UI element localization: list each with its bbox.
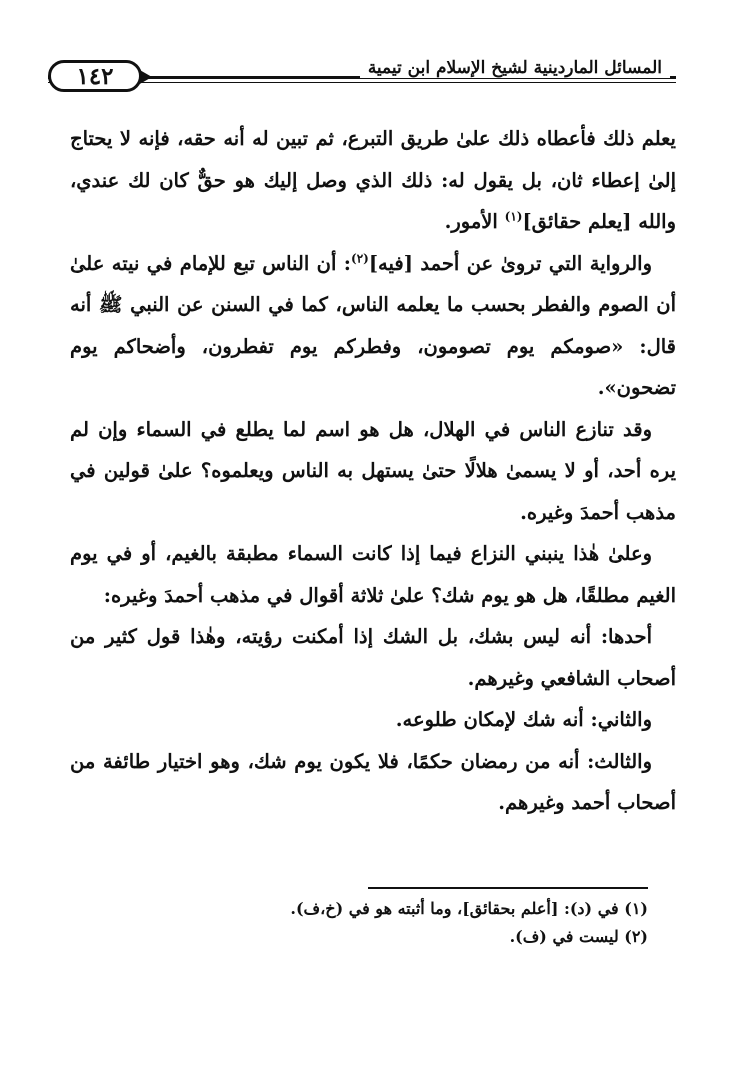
paragraph-text: والثاني: أنه شك لإمكان طلوعه. [395,708,652,731]
page-number: ١٤٢ [48,60,142,92]
paragraph [70,699,676,741]
main-text [70,118,676,824]
paragraph [70,118,676,243]
footnote-marker: (١) [504,209,523,224]
paragraph-text: وقد تنازع الناس في الهلال، هل هو اسم لما يطلع في السماء وإن لم يره أحد، أو لا يسمىٰ هلالًا حتىٰ يستهل به الناس ويعلموه؟ علىٰ قولين في مذهب أحمدَ وغيره. [70,417,676,524]
paragraph-text: أحدها: أنه ليس بشك، بل الشك إذا أمكنت رؤيته، وهٰذا قول كثير من أصحاب الشافعي وغيرهم. [70,625,676,690]
running-title: المسائل الماردينية لشيخ الإسلام ابن تيمية [360,58,670,78]
paragraph-text: والرواية التي تروىٰ عن أحمد [فيه] [368,251,652,275]
footnote-marker: (٢) [351,251,369,265]
page-header [48,56,676,96]
paragraph-text: الأمور. [444,210,505,233]
paragraph-text: وعلىٰ هٰذا ينبني النزاع فيما إذا كانت السماء مطبقة بالغيم، أو في يوم الغيم مطلقًا، هل هو يوم شك؟ علىٰ ثلاثة أقوال في مذهب أحمدَ وغيره: [70,542,676,607]
paragraph [70,409,676,534]
paragraph [70,243,676,409]
footnote: (٢) ليست في (ف). [509,927,648,946]
footnotes [70,895,648,951]
paragraph [70,616,676,699]
footnote: (١) في (د): [أعلم بحقائق]، وما أثبته هو في (خ،ف). [290,899,648,918]
footnote-separator [368,887,648,889]
paragraph [70,533,676,616]
paragraph-text: : أن الناس تبع للإمام في نيته علىٰ أن الصوم والفطر بحسب ما يعلمه الناس، كما في السنن عن النبي ﷺ أنه قال: «صومكم يوم تصومون، وفطركم يوم تفطرون، وأضحاكم يوم تضحون». [70,251,676,399]
paragraph-text: يعلم ذلك فأعطاه ذلك علىٰ طريق التبرع، ثم تبين له أنه حقه، فإنه لا يحتاج إلىٰ إعطاء ثان، بل يقول له: ذلك الذي وصل إليك هو حقٌّ كان لك عندي، والله [يعلم حقائق] [70,127,676,233]
paragraph [70,741,676,824]
paragraph-text: والثالث: أنه من رمضان حكمًا، فلا يكون يوم شك، وهو اختيار طائفة من أصحاب أحمد وغيرهم. [70,749,676,814]
